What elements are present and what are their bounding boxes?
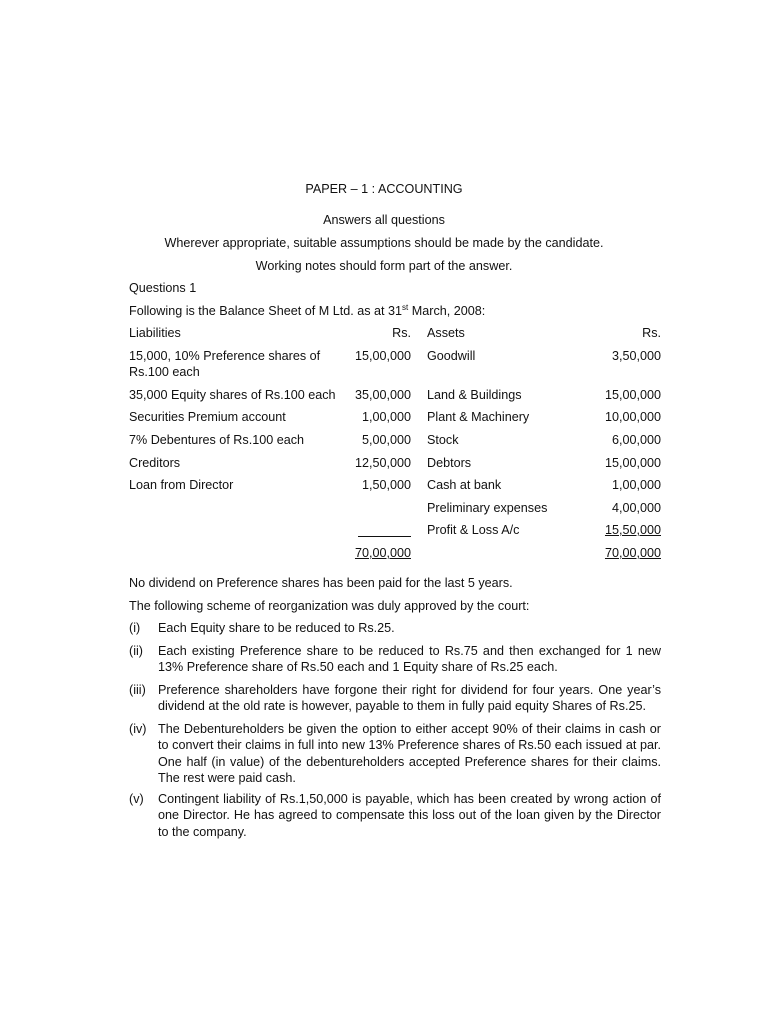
- liability-label: 7% Debentures of Rs.100 each: [129, 433, 305, 447]
- asset-amount: 15,00,000: [604, 456, 661, 470]
- instruction-3: Working notes should form part of the answer.: [255, 259, 513, 273]
- total-assets: 70,00,000: [604, 546, 661, 560]
- asset-label: Stock: [427, 433, 459, 447]
- scheme-item-label: (ii): [129, 644, 143, 658]
- liability-amount: 35,00,000: [354, 388, 411, 402]
- scheme-item-label: (iv): [129, 722, 147, 736]
- question-intro-after: March, 2008:: [408, 304, 486, 318]
- total-liabilities: 70,00,000: [354, 546, 411, 560]
- note-scheme-intro: The following scheme of reorganization was duly approved by the court:: [129, 599, 530, 613]
- liability-amount: 12,50,000: [354, 456, 411, 470]
- question-intro-sup: st: [402, 303, 409, 312]
- liability-label: Securities Premium account: [129, 410, 286, 424]
- liability-label: 15,000, 10% Preference shares of: [129, 349, 321, 363]
- liability-label-cont: Rs.100 each: [129, 365, 200, 379]
- scheme-item-text: Preference shareholders have forgone their right for dividend for four years. One year’s dividend at the old rate is however, payable to them in fully paid equity Shares of Rs.25.: [158, 683, 661, 714]
- header-liabilities: Liabilities: [129, 326, 181, 340]
- header-assets: Assets: [427, 326, 465, 340]
- liability-label: Creditors: [129, 456, 181, 470]
- asset-label: Debtors: [427, 456, 472, 470]
- asset-label: Plant & Machinery: [427, 410, 530, 424]
- asset-amount: 15,50,000: [604, 523, 661, 537]
- liability-label: Loan from Director: [129, 478, 234, 492]
- instruction-2: Wherever appropriate, suitable assumptions should be made by the candidate.: [164, 236, 604, 250]
- paper-title: PAPER – 1 : ACCOUNTING: [305, 182, 463, 196]
- asset-label: Goodwill: [427, 349, 476, 363]
- question-heading: Questions 1: [129, 281, 197, 295]
- scheme-item-label: (iii): [129, 683, 146, 697]
- header-rs-right: Rs.: [642, 326, 661, 340]
- liability-amount: 5,00,000: [361, 433, 411, 447]
- asset-label: Cash at bank: [427, 478, 502, 492]
- header-rs-left: Rs.: [392, 326, 411, 340]
- note-dividend: No dividend on Preference shares has been paid for the last 5 years.: [129, 576, 513, 590]
- liability-amount: 1,00,000: [361, 410, 411, 424]
- scheme-item-label: (i): [129, 621, 141, 635]
- liability-label: 35,000 Equity shares of Rs.100 each: [129, 388, 336, 402]
- scheme-item-text: Each Equity share to be reduced to Rs.25.: [158, 621, 395, 635]
- liability-amount: 15,00,000: [354, 349, 411, 363]
- asset-amount: 6,00,000: [611, 433, 661, 447]
- asset-label: Profit & Loss A/c: [427, 523, 520, 537]
- scheme-item-text: Each existing Preference share to be reduced to Rs.75 and then exchanged for 1 new 13% Preference share of Rs.50 each and 1 Equity share of Rs.25 each.: [158, 644, 661, 675]
- liability-amount: 1,50,000: [361, 478, 411, 492]
- scheme-item-label: (v): [129, 792, 144, 806]
- asset-label: Land & Buildings: [427, 388, 522, 402]
- subtotal-rule: [358, 536, 411, 537]
- asset-amount: 10,00,000: [604, 410, 661, 424]
- asset-amount: 1,00,000: [611, 478, 661, 492]
- instruction-1: Answers all questions: [323, 213, 445, 227]
- question-intro: [129, 303, 485, 319]
- asset-amount: 3,50,000: [611, 349, 661, 363]
- asset-amount: 15,00,000: [604, 388, 661, 402]
- asset-label: Preliminary expenses: [427, 501, 548, 515]
- scheme-item-text: Contingent liability of Rs.1,50,000 is payable, which has been created by wrong action of one Director. He has agreed to compensate this loss out of the loan given by the Director to the company.: [158, 792, 661, 839]
- scheme-item-text: The Debentureholders be given the option to either accept 90% of their claims in cash or to convert their claims in full into new 13% Preference shares of Rs.50 each issued at par. One half (in value) of the debentureholders accepted Preference shares for their claims. The rest were paid cash.: [158, 722, 661, 786]
- question-intro-before: Following is the Balance Sheet of M Ltd. as at 31: [129, 304, 403, 318]
- asset-amount: 4,00,000: [611, 501, 661, 515]
